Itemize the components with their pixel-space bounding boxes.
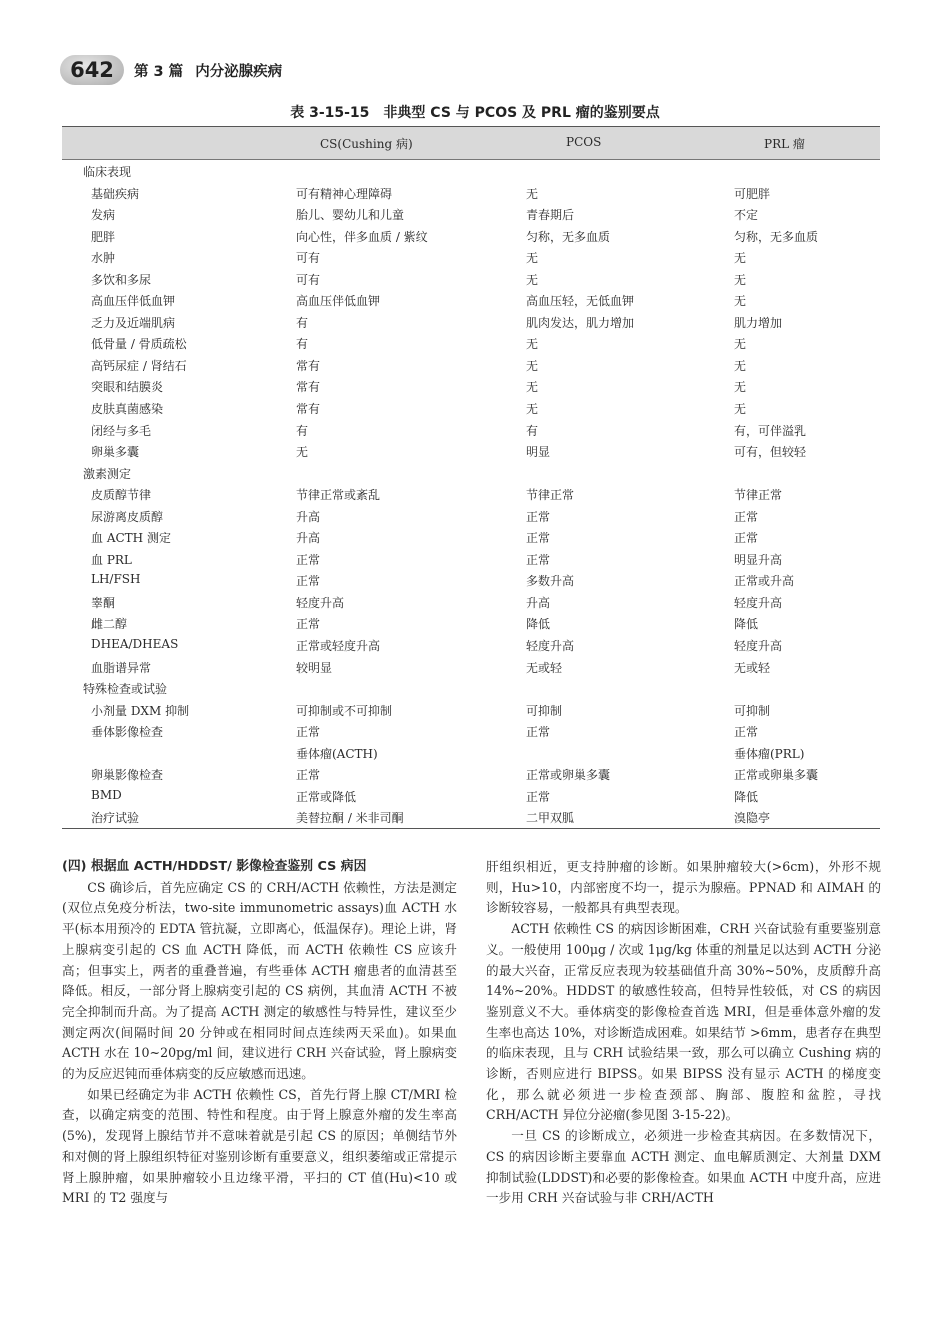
table-cell: 可抑制 — [734, 703, 771, 718]
table-cell: 无 — [734, 272, 747, 287]
table-cell: 胎儿、婴幼儿和儿童 — [296, 208, 405, 223]
table-cell: 肌肉发达，肌力增加 — [526, 315, 635, 330]
table-cell: 无 — [734, 337, 747, 352]
table-cell: 无 — [526, 402, 539, 417]
paragraph: 肝组织相近，更支持肿瘤的诊断。如果肿瘤较大(>6cm)，外形不规则，Hu>10，内部密度不均一，提示为腺癌。PPNAD 和 AIMAH 的诊断较容易，一般都具有典型表现。 — [486, 859, 881, 916]
table-row — [62, 548, 880, 570]
table-row — [62, 656, 880, 678]
table-cell: 有 — [526, 423, 539, 438]
table-row — [62, 742, 880, 764]
table-cell: 轻度升高 — [296, 595, 345, 610]
table-cell: 轻度升高 — [734, 595, 783, 610]
table-cell: 可有精神心理障碍 — [296, 186, 393, 201]
table-cell: 高钙尿症 / 肾结石 — [91, 358, 187, 373]
table-cell: 卵巢多囊 — [91, 445, 140, 460]
table-row — [62, 763, 880, 785]
table-row — [62, 806, 880, 828]
table-cell: 垂体瘤(ACTH) — [296, 746, 378, 761]
table-cell: 水肿 — [91, 251, 116, 266]
table-cell: 无 — [734, 380, 747, 395]
table-cell: 雌二醇 — [91, 617, 128, 632]
table-cell: 明显 — [526, 445, 551, 460]
table-cell: 可有 — [296, 272, 321, 287]
table-cell: 小剂量 DXM 抑制 — [91, 703, 190, 718]
table-cell: 正常或轻度升高 — [296, 639, 381, 654]
table-cell: 轻度升高 — [734, 639, 783, 654]
table-cell: 垂体影像检查 — [91, 725, 164, 740]
table-cell: 升高 — [296, 509, 321, 524]
table-cell: 节律正常 — [734, 488, 783, 503]
table-cell: 较明显 — [296, 660, 333, 675]
table-cell: 无 — [734, 251, 747, 266]
comparison-table — [62, 126, 880, 829]
table-cell: 突眼和结膜炎 — [91, 380, 164, 395]
table-cell: 肌力增加 — [734, 315, 783, 330]
table-row — [62, 569, 880, 591]
table-cell: 节律正常 — [526, 488, 575, 503]
table-cell: 不定 — [734, 208, 759, 223]
table-cell: DHEA/DHEAS — [91, 637, 179, 652]
table-row — [62, 246, 880, 268]
table-cell: 溴隐亭 — [734, 811, 771, 826]
table-cell: 轻度升高 — [526, 639, 575, 654]
table-cell: 正常 — [734, 509, 759, 524]
part-title: 内分泌腺疾病 — [195, 63, 283, 80]
table-cell: 可抑制 — [526, 703, 563, 718]
table-cell: 节律正常或紊乱 — [296, 488, 381, 503]
table-cell: 血 ACTH 测定 — [91, 531, 171, 546]
table-cell: 无 — [526, 186, 539, 201]
table-cell: 激素测定 — [83, 466, 132, 481]
table-row — [62, 354, 880, 376]
table-cell: 卵巢影像检查 — [91, 768, 164, 783]
right-text-column — [486, 857, 881, 1209]
table-cell: 正常 — [734, 725, 759, 740]
table-cell: 常有 — [296, 358, 321, 373]
table-row — [62, 634, 880, 656]
table-cell: 特殊检查或试验 — [83, 682, 168, 697]
table-cell: LH/FSH — [91, 572, 141, 587]
table-cell: 无 — [296, 445, 309, 460]
table-bottom-rule — [62, 828, 880, 829]
table-cell: 无或轻 — [526, 660, 563, 675]
table-cell: 可有 — [296, 251, 321, 266]
table-cell: 正常 — [526, 552, 551, 567]
table-row — [62, 591, 880, 613]
table-cell: 降低 — [734, 789, 759, 804]
table-cell: 正常 — [526, 789, 551, 804]
table-cell: 无 — [734, 294, 747, 309]
page-header — [60, 53, 282, 87]
table-row — [62, 505, 880, 527]
table-cell: 正常 — [734, 531, 759, 546]
table-row — [62, 182, 880, 204]
table-cell: 常有 — [296, 380, 321, 395]
table-cell: 尿游离皮质醇 — [91, 509, 164, 524]
table-cell: 低骨量 / 骨质疏松 — [91, 337, 187, 352]
chapter-title — [134, 60, 282, 81]
table-cell: 正常 — [526, 509, 551, 524]
table-cell: 高血压伴低血钾 — [91, 294, 176, 309]
table-cell: 发病 — [91, 208, 116, 223]
table-row — [62, 612, 880, 634]
table-cell: 无或轻 — [734, 660, 771, 675]
table-header-cell: PRL 瘤 — [764, 137, 805, 151]
table-cell: 无 — [526, 251, 539, 266]
table-cell: 青春期后 — [526, 208, 575, 223]
table-cell: 可肥胖 — [734, 186, 771, 201]
table-row — [62, 375, 880, 397]
table-row — [62, 419, 880, 441]
table-cell: 治疗试验 — [91, 811, 140, 826]
table-row — [62, 268, 880, 290]
table-body — [62, 160, 880, 828]
table-cell: 无 — [526, 380, 539, 395]
table-cell: 正常 — [296, 552, 321, 567]
table-cell: 常有 — [296, 402, 321, 417]
table-row — [62, 462, 880, 484]
table-header-row — [62, 126, 880, 160]
left-text-column — [62, 857, 457, 1209]
table-cell: 正常 — [296, 617, 321, 632]
table-title: 表 3-15-15 非典型 CS 与 PCOS 及 PRL 瘤的鉴别要点 — [290, 105, 660, 121]
table-cell: 血 PRL — [91, 552, 132, 567]
table-row — [62, 785, 880, 807]
page-number: 642 — [60, 55, 124, 85]
table-cell: 正常或升高 — [734, 574, 795, 589]
table-cell: 正常 — [296, 768, 321, 783]
table-header-cell: CS(Cushing 病) — [320, 137, 413, 151]
table-row — [62, 225, 880, 247]
table-row — [62, 160, 880, 182]
table-row — [62, 203, 880, 225]
table-cell: 高血压伴低血钾 — [296, 294, 381, 309]
table-cell: 乏力及近端肌病 — [91, 315, 176, 330]
table-row — [62, 699, 880, 721]
table-cell: 正常 — [296, 574, 321, 589]
table-cell: 正常 — [296, 725, 321, 740]
table-cell: 明显升高 — [734, 552, 783, 567]
table-cell: 无 — [526, 358, 539, 373]
table-cell: 美替拉酮 / 米非司酮 — [296, 811, 404, 826]
paragraph: CS 确诊后，首先应确定 CS 的 CRH/ACTH 依赖性，方法是测定(双位点免疫分析法，two-site immunometric assays)血 ACTH 水平(标本用预冷的 EDTA 管抗凝，立即离心，低温保存)。理论上讲，肾上腺病变引起的 CS 血 ACTH 降低，而 ACTH 依赖性 CS 应该升高；但事实上，两者的重叠普遍，有些垂体 ACTH 瘤患者的血清甚至降低。相反，一部分肾上腺病变引起的 CS 病例，其血清 ACTH 不被完全抑制而升高。为了提高 ACTH 测定的敏感性与特异性，建议至少测定两次(间隔时间 20 分钟或在相同时间点连续两天采血)。如果血 ACTH 水在 10~20pg/ml 间，建议进行 CRH 兴奋试验，肾上腺病变的为反应迟钝而垂体病变的反应敏感而迅速。 — [62, 879, 457, 1082]
table-cell: 多数升高 — [526, 574, 575, 589]
table-row — [62, 311, 880, 333]
table-header-cell: PCOS — [566, 135, 602, 149]
table-cell: 有 — [296, 337, 309, 352]
table-cell: 睾酮 — [91, 595, 116, 610]
table-cell: 正常 — [526, 531, 551, 546]
table-cell: 降低 — [526, 617, 551, 632]
table-row — [62, 677, 880, 699]
table-cell: 多饮和多尿 — [91, 272, 152, 287]
table-cell: 无 — [526, 337, 539, 352]
table-cell: 正常或降低 — [296, 789, 357, 804]
table-cell: 有 — [296, 423, 309, 438]
table-cell: 无 — [734, 402, 747, 417]
table-cell: 升高 — [526, 595, 551, 610]
table-cell: 基础疾病 — [91, 186, 140, 201]
table-cell: BMD — [91, 787, 122, 802]
paragraph: 一旦 CS 的诊断成立，必须进一步检查其病因。在多数情况下，CS 的病因诊断主要靠血 ACTH 测定、血电解质测定、大剂量 DXM 抑制试验(LDDST)和必要的影像检查。如果血 ACTH 中度升高，应进一步用 CRH 兴奋试验与非 CRH/ACTH — [486, 1128, 881, 1206]
table-cell: 正常或卵巢多囊 — [526, 768, 611, 783]
table-cell: 匀称，无多血质 — [734, 229, 819, 244]
table-cell: 升高 — [296, 531, 321, 546]
table-cell: 垂体瘤(PRL) — [734, 746, 805, 761]
section-heading: (四) 根据血 ACTH/HDDST/ 影像检查鉴别 CS 病因 — [62, 859, 367, 874]
table-cell: 肥胖 — [91, 229, 116, 244]
table-row — [62, 332, 880, 354]
table-cell: 可抑制或不可抑制 — [296, 703, 393, 718]
table-cell: 正常 — [526, 725, 551, 740]
table-cell: 闭经与多毛 — [91, 423, 152, 438]
table-row — [62, 720, 880, 742]
table-row — [62, 397, 880, 419]
table-cell: 可有，但较轻 — [734, 445, 807, 460]
table-row — [62, 526, 880, 548]
table-cell: 高血压轻，无低血钾 — [526, 294, 635, 309]
table-cell: 二甲双胍 — [526, 811, 575, 826]
table-cell: 有 — [296, 315, 309, 330]
table-cell: 临床表现 — [83, 165, 132, 179]
table-cell: 降低 — [734, 617, 759, 632]
table-cell: 无 — [734, 358, 747, 373]
table-cell: 向心性，伴多血质 / 紫纹 — [296, 229, 428, 244]
paragraph: 如果已经确定为非 ACTH 依赖性 CS，首先行肾上腺 CT/MRI 检查，以确定病变的范围、特性和程度。由于肾上腺意外瘤的发生率高(5%)，发现肾上腺结节并不意味着就是引起 CS 的原因；单侧结节外和对侧的肾上腺组织特征对鉴别诊断有重要意义，组织萎缩或正常提示肾上腺肿瘤，如果肿瘤较小且边缘平滑，平扫的 CT 值(Hu)<10 或 MRI 的 T2 强度与 — [62, 1086, 457, 1206]
table-cell: 无 — [526, 272, 539, 287]
table-row — [62, 483, 880, 505]
table-cell: 皮质醇节律 — [91, 488, 152, 503]
table-cell: 血脂谱异常 — [91, 660, 152, 675]
table-row — [62, 289, 880, 311]
table-cell: 皮肤真菌感染 — [91, 402, 164, 417]
table-cell: 正常或卵巢多囊 — [734, 768, 819, 783]
paragraph: ACTH 依赖性 CS 的病因诊断困难，CRH 兴奋试验有重要鉴别意义。一般使用 100μg / 次或 1μg/kg 体重的剂量足以达到 ACTH 分泌的最大兴奋，正常反应表现为较基础值升高 30%~50%，皮质醇升高 14%~20%。HDDST 的敏感性较高，但特异性较低，对 CS 的病因鉴别意义不大。垂体病变的影像检查首选 MRI，但是垂体意外瘤的发生率也高达 10%，对诊断造成困难。如果结节 >6mm，患者存在典型的临床表现，且与 CRH 试验结果一致，那么可以确立 Cushing 病的诊断，否则应进行 BIPSS。如果 BIPSS 没有显示 ACTH 的梯度变化，那么就必须进一步检查颈部、胸部、腹腔和盆腔，寻找 CRH/ACTH 异位分泌瘤(参见图 3-15-22)。 — [486, 921, 881, 1123]
table-cell: 有，可伴溢乳 — [734, 423, 807, 438]
table-row — [62, 440, 880, 462]
table-cell: 匀称，无多血质 — [526, 229, 611, 244]
part-label: 第 3 篇 — [134, 63, 184, 80]
